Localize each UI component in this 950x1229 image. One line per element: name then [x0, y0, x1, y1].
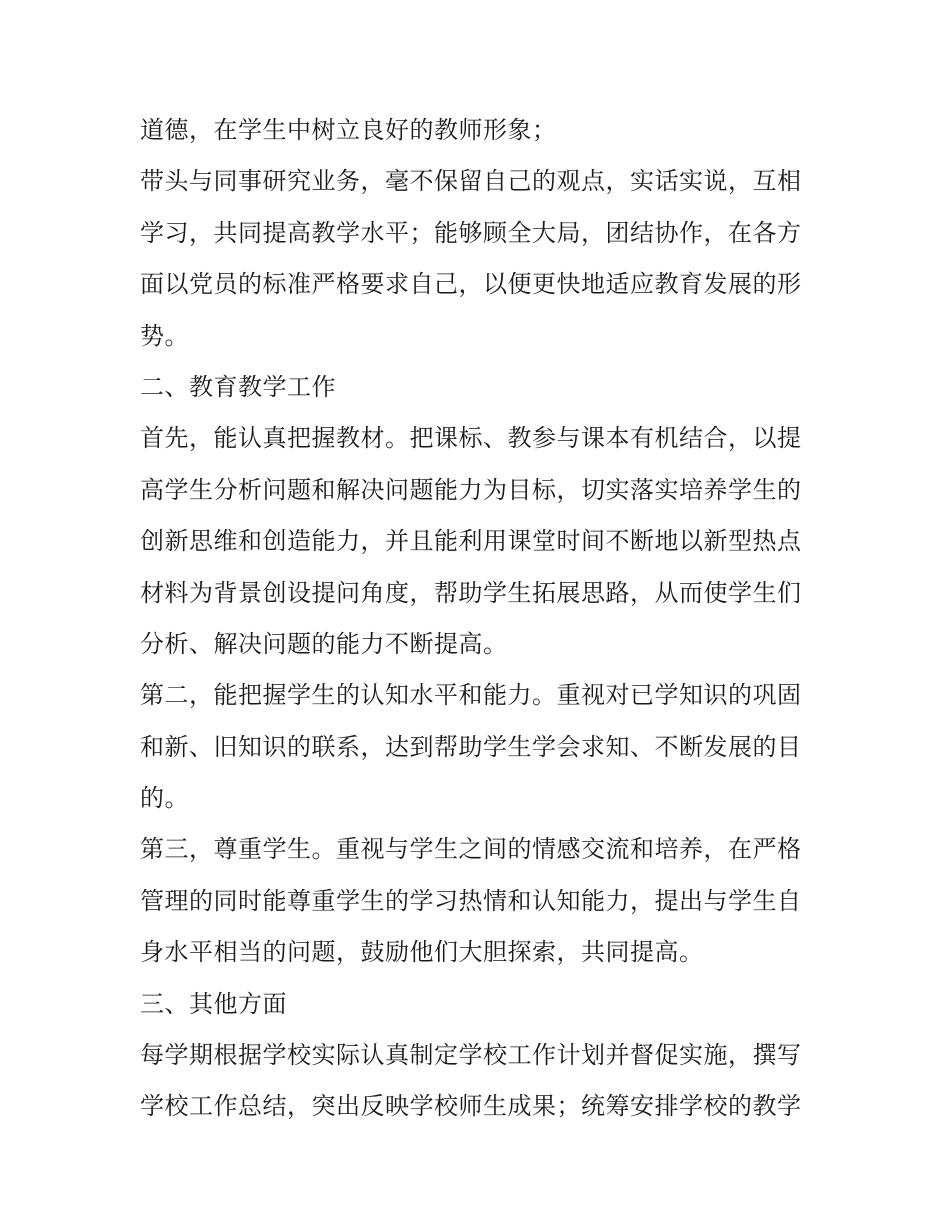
- text-line-2: 带头与同事研究业务，毫不保留自己的观点，实话实说，互相: [140, 167, 802, 196]
- text-line-11: 分析、解决问题的能力不断提高。: [140, 629, 508, 658]
- text-line-13: 和新、旧知识的联系，达到帮助学生学会求知、不断发展的目: [140, 732, 802, 761]
- text-line-8: 高学生分析问题和解决问题能力为目标，切实落实培养学生的: [140, 475, 802, 504]
- section-heading-2: 二、教育教学工作: [140, 372, 336, 401]
- document-body: [140, 105, 820, 1133]
- text-line-19: 每学期根据学校实际认真制定学校工作计划并督促实施，撰写: [140, 1041, 802, 1070]
- text-line-5: 势。: [140, 321, 189, 350]
- text-line-9: 创新思维和创造能力，并且能利用课堂时间不断地以新型热点: [140, 527, 802, 556]
- text-line-12: 第二，能把握学生的认知水平和能力。重视对已学知识的巩固: [140, 681, 802, 710]
- text-line-20: 学校工作总结，突出反映学校师生成果；统筹安排学校的教学: [140, 1092, 802, 1121]
- text-line-16: 管理的同时能尊重学生的学习热情和认知能力，提出与学生自: [140, 886, 802, 915]
- text-line-10: 材料为背景创设提问角度，帮助学生拓展思路，从而使学生们: [140, 578, 802, 607]
- text-line-15: 第三，尊重学生。重视与学生之间的情感交流和培养，在严格: [140, 835, 802, 864]
- text-line-7: 首先，能认真把握教材。把课标、教参与课本有机结合，以提: [140, 424, 802, 453]
- text-line-17: 身水平相当的问题，鼓励他们大胆探索，共同提高。: [140, 938, 704, 967]
- text-line-3: 学习，共同提高教学水平；能够顾全大局，团结协作，在各方: [140, 218, 802, 247]
- text-line-1: 道德，在学生中树立良好的教师形象；: [140, 116, 557, 144]
- text-line-4: 面以党员的标准严格要求自己，以便更快地适应教育发展的形: [140, 270, 802, 299]
- text-line-14: 的。: [140, 784, 189, 813]
- section-heading-3: 三、其他方面: [140, 989, 287, 1018]
